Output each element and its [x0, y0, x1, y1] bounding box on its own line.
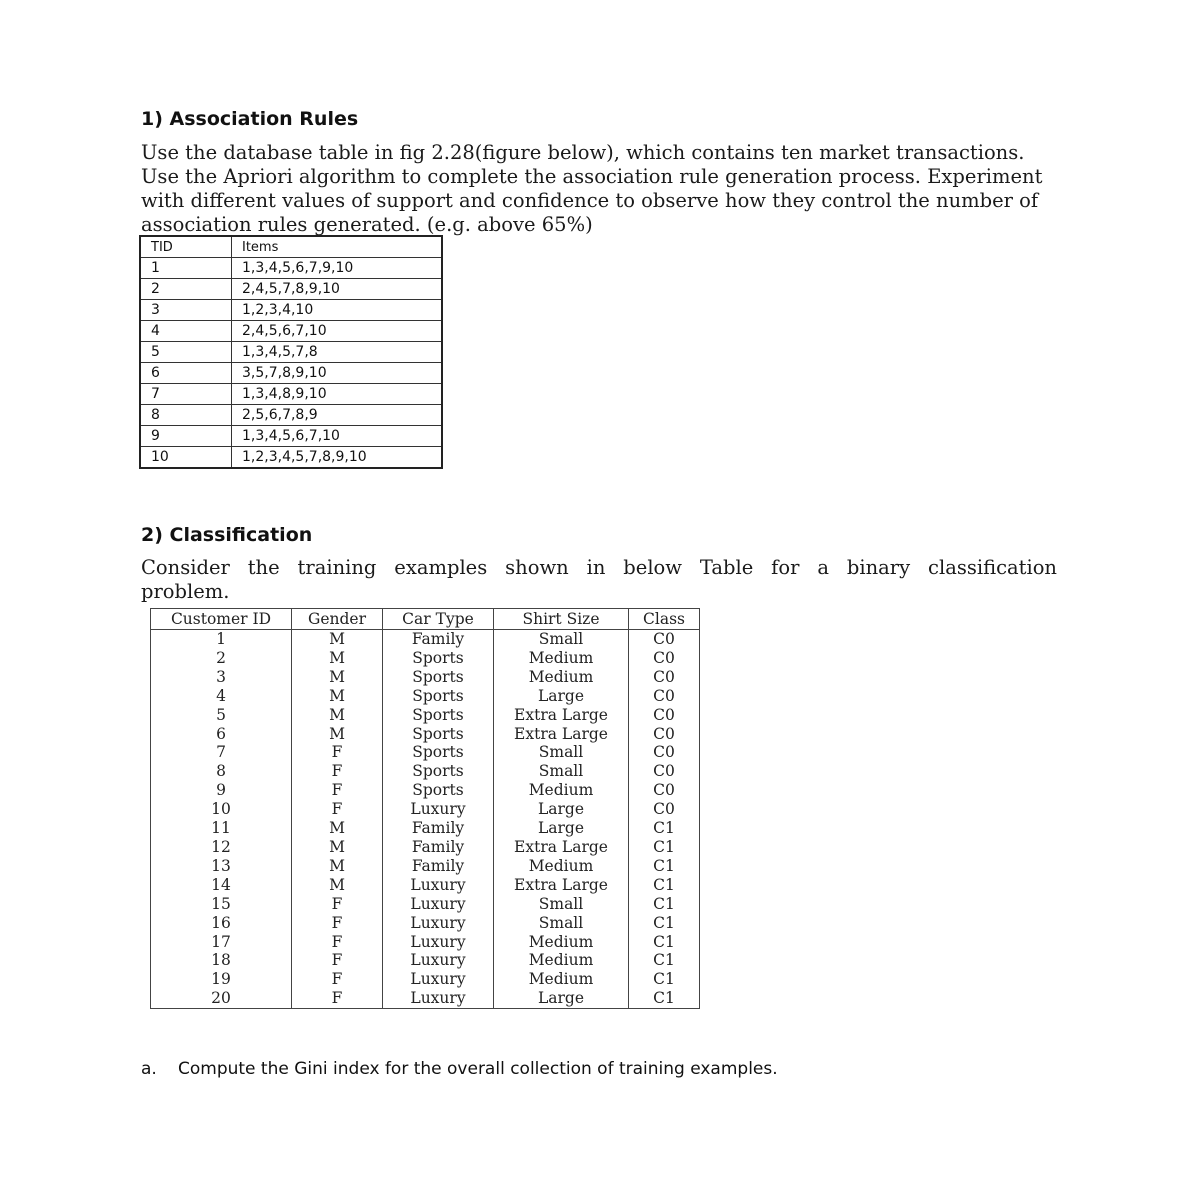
header-cell: Customer ID [151, 609, 292, 630]
gender-cell: M [292, 876, 383, 895]
table-row [140, 300, 442, 321]
items-cell: 2,4,5,7,8,9,10 [232, 279, 443, 300]
shirt-size-cell: Small [494, 914, 629, 933]
gender-cell: F [292, 951, 383, 970]
class-cell: C0 [629, 706, 700, 725]
items-cell: 1,2,3,4,10 [232, 300, 443, 321]
tid-cell: 1 [140, 258, 232, 279]
class-cell: C0 [629, 649, 700, 668]
table-header-row [151, 609, 700, 630]
training-examples-table [150, 608, 700, 1009]
customer-id-cell: 6 [151, 725, 292, 744]
table-row [151, 970, 700, 989]
car-type-cell: Luxury [383, 895, 494, 914]
header-cell: Gender [292, 609, 383, 630]
gender-cell: F [292, 914, 383, 933]
table-row [140, 321, 442, 342]
customer-id-cell: 19 [151, 970, 292, 989]
items-cell: 1,3,4,5,6,7,9,10 [232, 258, 443, 279]
table-row [151, 668, 700, 687]
class-cell: C1 [629, 876, 700, 895]
table-row [151, 895, 700, 914]
shirt-size-cell: Medium [494, 970, 629, 989]
items-cell: 1,3,4,5,7,8 [232, 342, 443, 363]
class-cell: C1 [629, 838, 700, 857]
customer-id-cell: 5 [151, 706, 292, 725]
class-cell: C0 [629, 800, 700, 819]
car-type-cell: Luxury [383, 800, 494, 819]
table-row [151, 762, 700, 781]
car-type-cell: Sports [383, 706, 494, 725]
shirt-size-cell: Medium [494, 933, 629, 952]
gender-cell: M [292, 668, 383, 687]
car-type-cell: Sports [383, 762, 494, 781]
items-cell: 1,3,4,5,6,7,10 [232, 426, 443, 447]
table-row [151, 630, 700, 649]
section2-heading: 2) Classification [141, 524, 313, 546]
shirt-size-cell: Extra Large [494, 706, 629, 725]
car-type-cell: Luxury [383, 989, 494, 1008]
class-cell: C1 [629, 857, 700, 876]
customer-id-cell: 15 [151, 895, 292, 914]
table-row [140, 384, 442, 405]
tid-cell: 2 [140, 279, 232, 300]
tid-cell: 10 [140, 447, 232, 469]
question-text: Compute the Gini index for the overall collection of training examples. [178, 1059, 778, 1079]
tid-cell: 6 [140, 363, 232, 384]
table-row [151, 819, 700, 838]
car-type-cell: Sports [383, 743, 494, 762]
shirt-size-cell: Extra Large [494, 838, 629, 857]
customer-id-cell: 8 [151, 762, 292, 781]
transactions-table [139, 235, 443, 469]
table-row [140, 363, 442, 384]
tid-cell: 3 [140, 300, 232, 321]
class-cell: C1 [629, 933, 700, 952]
header-cell: Shirt Size [494, 609, 629, 630]
class-cell: C0 [629, 630, 700, 649]
car-type-cell: Family [383, 857, 494, 876]
table-row [151, 933, 700, 952]
table-row [140, 447, 442, 469]
header-cell: Car Type [383, 609, 494, 630]
class-cell: C0 [629, 781, 700, 800]
car-type-cell: Sports [383, 725, 494, 744]
items-cell: 1,2,3,4,5,7,8,9,10 [232, 447, 443, 469]
items-cell: 3,5,7,8,9,10 [232, 363, 443, 384]
gender-cell: F [292, 800, 383, 819]
shirt-size-cell: Large [494, 800, 629, 819]
table-row [151, 706, 700, 725]
table-row [140, 258, 442, 279]
shirt-size-cell: Extra Large [494, 876, 629, 895]
customer-id-cell: 17 [151, 933, 292, 952]
car-type-cell: Luxury [383, 970, 494, 989]
gender-cell: M [292, 857, 383, 876]
gender-cell: F [292, 933, 383, 952]
table-row [151, 838, 700, 857]
car-type-cell: Luxury [383, 914, 494, 933]
tid-cell: 7 [140, 384, 232, 405]
gender-cell: F [292, 781, 383, 800]
table-row [140, 342, 442, 363]
gender-cell: M [292, 687, 383, 706]
class-cell: C1 [629, 895, 700, 914]
customer-id-cell: 16 [151, 914, 292, 933]
shirt-size-cell: Large [494, 687, 629, 706]
class-cell: C1 [629, 914, 700, 933]
shirt-size-cell: Medium [494, 857, 629, 876]
car-type-cell: Luxury [383, 933, 494, 952]
items-cell: 2,5,6,7,8,9 [232, 405, 443, 426]
customer-id-cell: 12 [151, 838, 292, 857]
shirt-size-cell: Small [494, 895, 629, 914]
table-row [151, 876, 700, 895]
shirt-size-cell: Medium [494, 649, 629, 668]
gender-cell: F [292, 970, 383, 989]
gender-cell: F [292, 743, 383, 762]
table-row [140, 405, 442, 426]
customer-id-cell: 10 [151, 800, 292, 819]
customer-id-cell: 3 [151, 668, 292, 687]
tid-cell: 8 [140, 405, 232, 426]
tid-cell: 5 [140, 342, 232, 363]
gender-cell: M [292, 630, 383, 649]
table-row [140, 279, 442, 300]
class-cell: C1 [629, 970, 700, 989]
car-type-cell: Luxury [383, 951, 494, 970]
shirt-size-cell: Medium [494, 781, 629, 800]
shirt-size-cell: Large [494, 989, 629, 1008]
class-cell: C1 [629, 951, 700, 970]
car-type-cell: Family [383, 819, 494, 838]
car-type-cell: Luxury [383, 876, 494, 895]
tid-cell: 4 [140, 321, 232, 342]
class-cell: C1 [629, 819, 700, 838]
car-type-cell: Sports [383, 781, 494, 800]
header-cell: Class [629, 609, 700, 630]
customer-id-cell: 11 [151, 819, 292, 838]
section1-paragraph: Use the database table in fig 2.28(figure below), which contains ten market transactions. Use the Apriori algorithm to complete the association rule generation process. Experiment with different values of support and confidence to observe how they control the number of association rules generated. (e.g. above 65%) [141, 141, 1043, 236]
shirt-size-cell: Small [494, 743, 629, 762]
table-row [151, 800, 700, 819]
table-row [140, 426, 442, 447]
table-row [151, 989, 700, 1008]
customer-id-cell: 14 [151, 876, 292, 895]
gender-cell: M [292, 725, 383, 744]
car-type-cell: Family [383, 630, 494, 649]
table-row [151, 687, 700, 706]
gender-cell: M [292, 706, 383, 725]
customer-id-cell: 18 [151, 951, 292, 970]
customer-id-cell: 2 [151, 649, 292, 668]
table-row [151, 743, 700, 762]
gender-cell: F [292, 895, 383, 914]
table-row [151, 781, 700, 800]
items-cell: 2,4,5,6,7,10 [232, 321, 443, 342]
customer-id-cell: 4 [151, 687, 292, 706]
gender-cell: M [292, 838, 383, 857]
header-cell: TID [140, 236, 232, 258]
section2-paragraph: Consider the training examples shown in below Table for a binary classification problem. [141, 556, 1057, 603]
table-row [151, 857, 700, 876]
class-cell: C0 [629, 725, 700, 744]
items-cell: 1,3,4,8,9,10 [232, 384, 443, 405]
class-cell: C1 [629, 989, 700, 1008]
gender-cell: M [292, 819, 383, 838]
customer-id-cell: 13 [151, 857, 292, 876]
table-row [151, 951, 700, 970]
customer-id-cell: 20 [151, 989, 292, 1008]
customer-id-cell: 9 [151, 781, 292, 800]
shirt-size-cell: Medium [494, 668, 629, 687]
car-type-cell: Sports [383, 668, 494, 687]
customer-id-cell: 1 [151, 630, 292, 649]
table-row [151, 649, 700, 668]
tid-cell: 9 [140, 426, 232, 447]
shirt-size-cell: Large [494, 819, 629, 838]
car-type-cell: Sports [383, 687, 494, 706]
table-row [151, 914, 700, 933]
gender-cell: M [292, 649, 383, 668]
car-type-cell: Family [383, 838, 494, 857]
table-row [151, 725, 700, 744]
shirt-size-cell: Extra Large [494, 725, 629, 744]
class-cell: C0 [629, 743, 700, 762]
table-header-row [140, 236, 442, 258]
customer-id-cell: 7 [151, 743, 292, 762]
shirt-size-cell: Small [494, 630, 629, 649]
shirt-size-cell: Medium [494, 951, 629, 970]
class-cell: C0 [629, 668, 700, 687]
class-cell: C0 [629, 762, 700, 781]
car-type-cell: Sports [383, 649, 494, 668]
shirt-size-cell: Small [494, 762, 629, 781]
question-letter: a. [141, 1059, 157, 1079]
header-cell: Items [232, 236, 443, 258]
gender-cell: F [292, 989, 383, 1008]
section1-heading: 1) Association Rules [141, 108, 359, 130]
class-cell: C0 [629, 687, 700, 706]
gender-cell: F [292, 762, 383, 781]
